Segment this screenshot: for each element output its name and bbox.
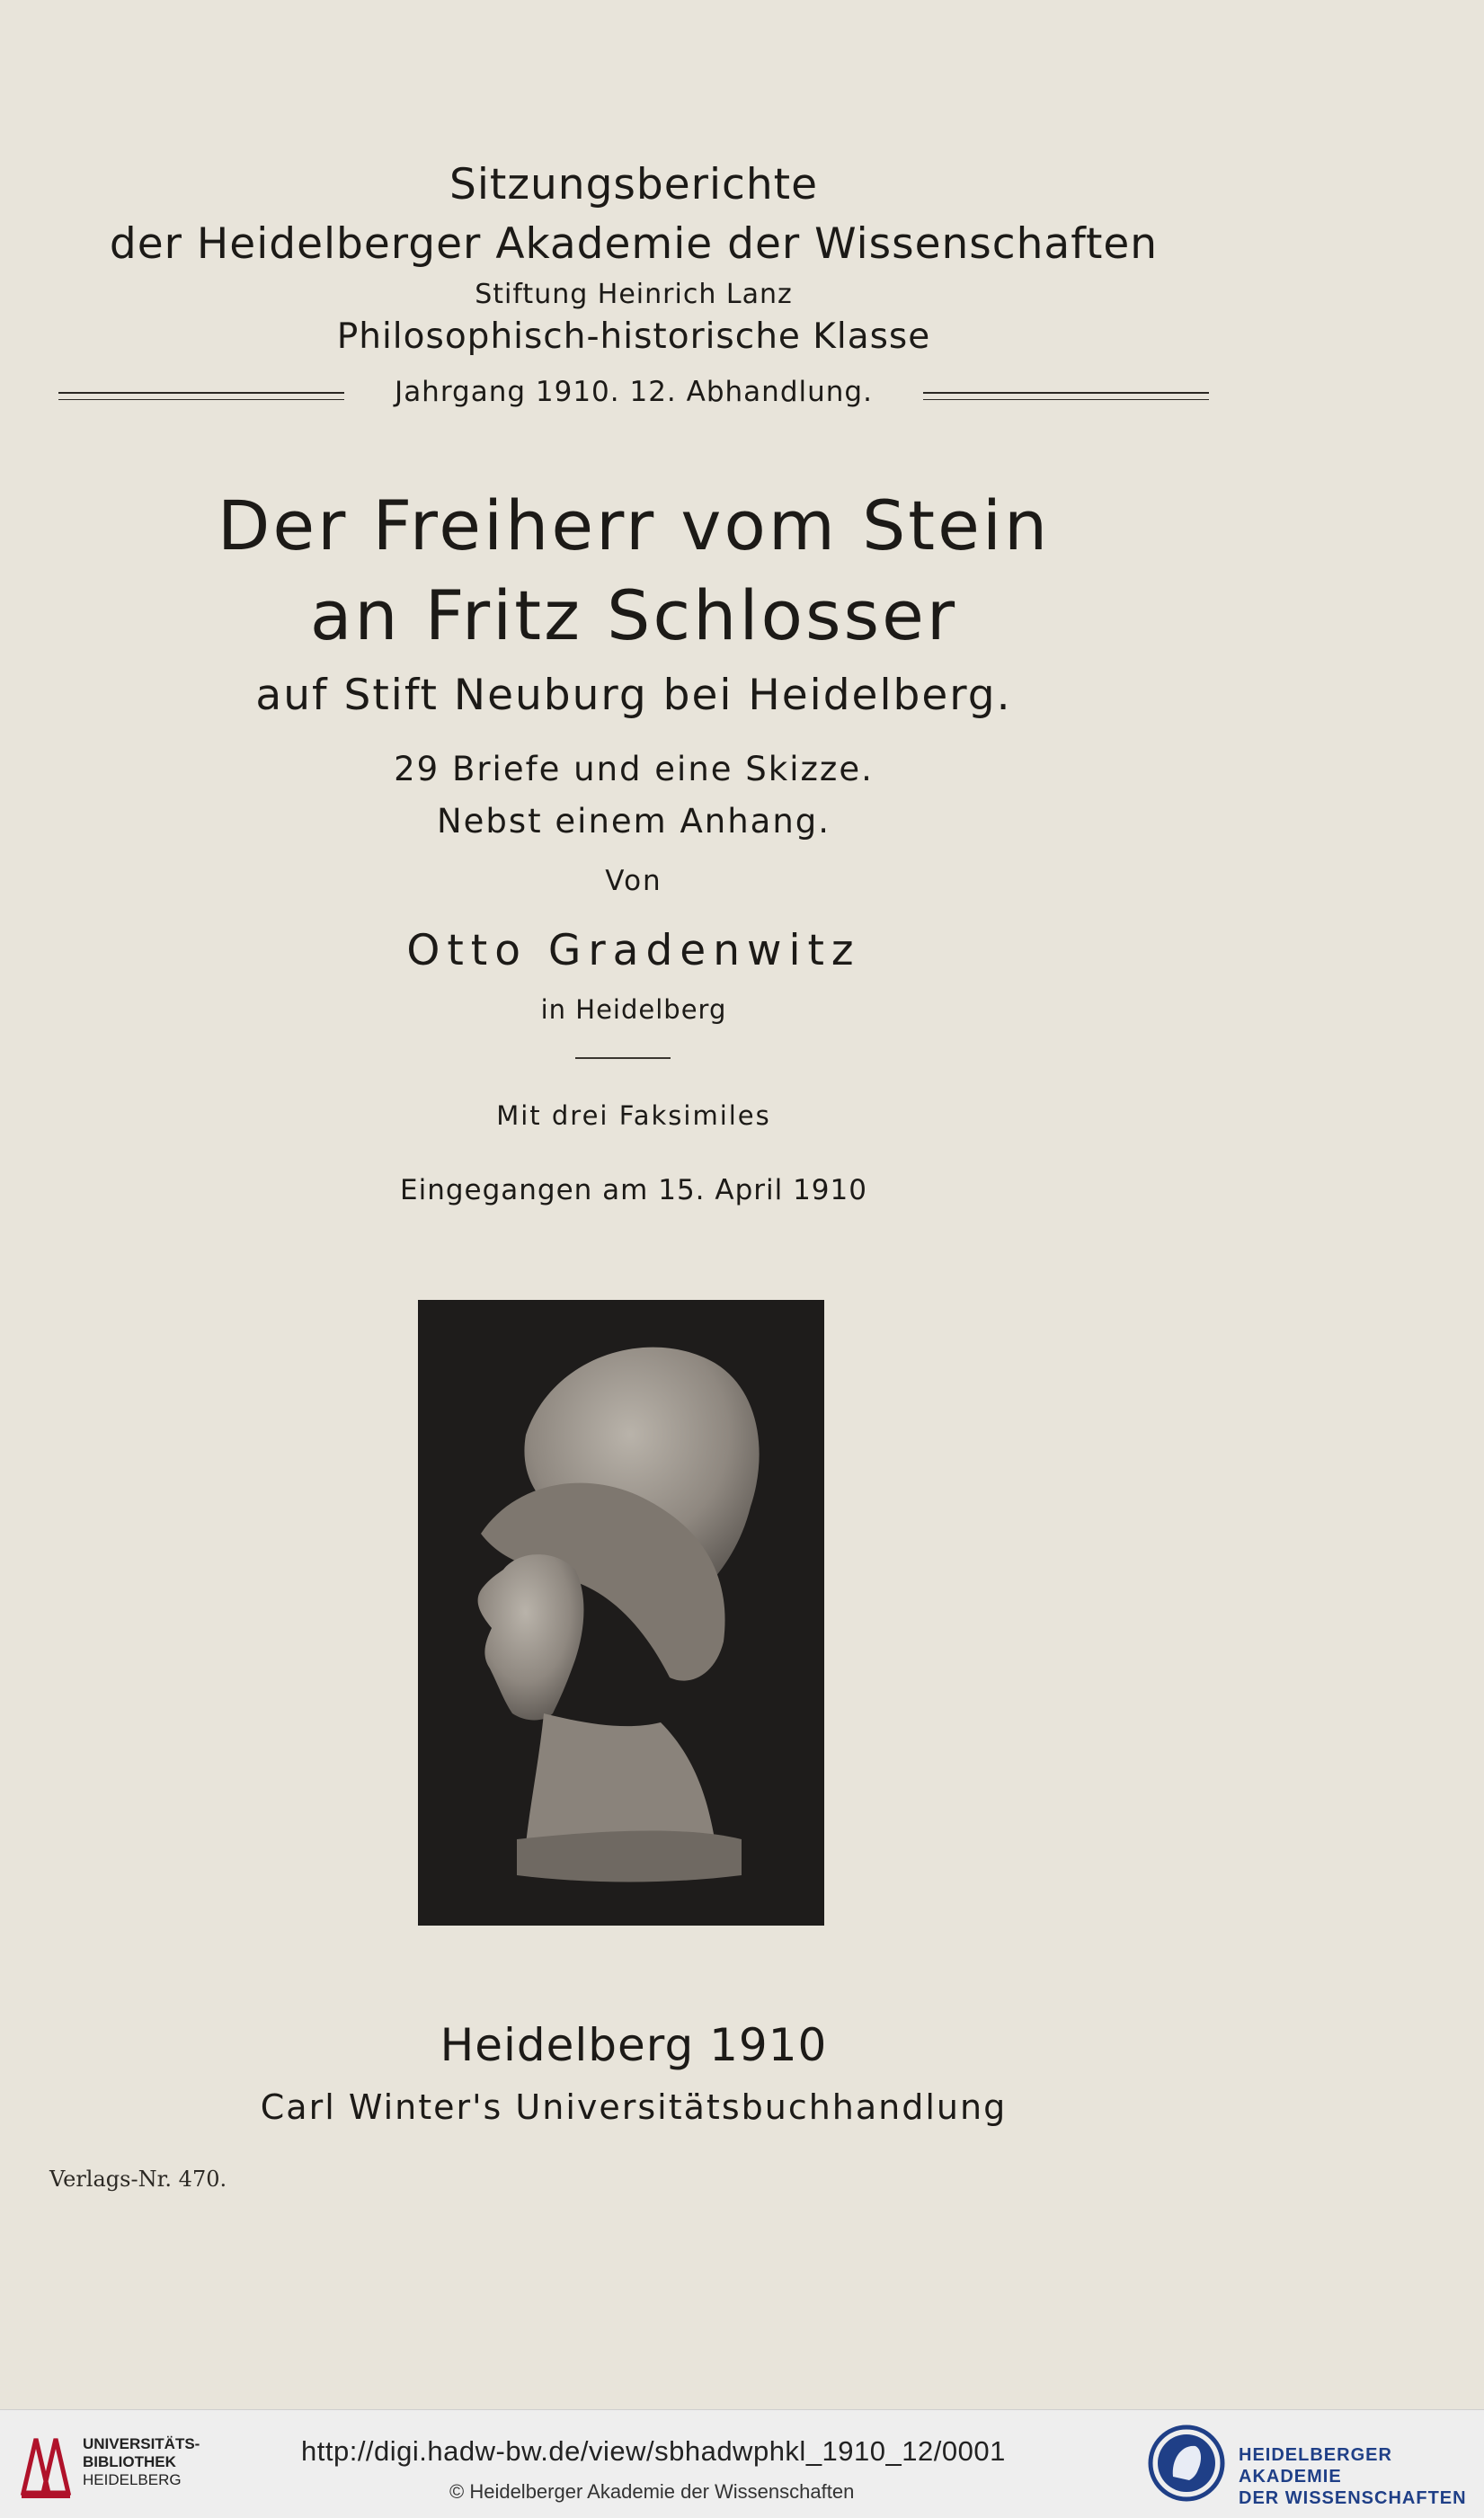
main-title-line1: Der Freiherr vom Stein bbox=[217, 485, 1051, 565]
volume-label: Jahrgang 1910. 12. Abhandlung. bbox=[395, 376, 873, 408]
hadw-text bbox=[1239, 2444, 1484, 2509]
hadw-line2: DER WISSENSCHAFTEN bbox=[1239, 2488, 1467, 2508]
byline-von: Von bbox=[605, 865, 662, 897]
main-title-line2: an Fritz Schlosser bbox=[309, 575, 958, 655]
facsimiles-note: Mit drei Faksimiles bbox=[496, 1100, 771, 1131]
athena-relief-image bbox=[418, 1300, 824, 1926]
verlag-number: Verlags-Nr. 470. bbox=[49, 2167, 227, 2192]
ub-heidelberg-logo[interactable] bbox=[18, 2430, 200, 2502]
ub-line1: UNIVERSITÄTS- bbox=[83, 2435, 200, 2452]
subtitle-line1: 29 Briefe und eine Skizze. bbox=[394, 750, 874, 788]
ub-line3: HEIDELBERG bbox=[83, 2471, 182, 2488]
hadw-logo[interactable] bbox=[1146, 2423, 1227, 2507]
academy-name: der Heidelberger Akademie der Wissenschaften bbox=[109, 219, 1159, 269]
ub-seal-icon bbox=[18, 2430, 74, 2502]
ub-text bbox=[83, 2435, 200, 2489]
hadw-line1: HEIDELBERGER AKADEMIE bbox=[1239, 2445, 1392, 2487]
bust-base-shape bbox=[517, 1831, 742, 1882]
imprint-place-year: Heidelberg 1910 bbox=[440, 2019, 828, 2071]
class-name: Philosophisch-historische Klasse bbox=[336, 316, 931, 357]
volume-rule-row bbox=[58, 376, 1209, 421]
main-title-line3: auf Stift Neuburg bei Heidelberg. bbox=[255, 671, 1012, 720]
received-date: Eingegangen am 15. April 1910 bbox=[400, 1174, 867, 1206]
hadw-athena-seal-icon bbox=[1146, 2423, 1227, 2504]
digitization-footer bbox=[0, 2409, 1484, 2518]
double-rule-right bbox=[923, 392, 1209, 400]
imprint-publisher: Carl Winter's Universitätsbuchhandlung bbox=[260, 2087, 1008, 2127]
author-location: in Heidelberg bbox=[540, 994, 727, 1025]
short-divider bbox=[575, 1057, 671, 1059]
author-name: Otto Gradenwitz bbox=[406, 926, 861, 975]
permalink-url[interactable]: http://digi.hadw-bw.de/view/sbhadwphkl_1910_12/0001 bbox=[301, 2435, 1006, 2467]
series-title: Sitzungsberichte bbox=[449, 160, 818, 209]
ub-line2: BIBLIOTHEK bbox=[83, 2453, 176, 2470]
copyright-notice: © Heidelberger Akademie der Wissenschaften bbox=[449, 2480, 855, 2503]
subtitle-line2: Nebst einem Anhang. bbox=[436, 802, 831, 841]
foundation-name: Stiftung Heinrich Lanz bbox=[475, 279, 793, 310]
double-rule-left bbox=[58, 392, 344, 400]
